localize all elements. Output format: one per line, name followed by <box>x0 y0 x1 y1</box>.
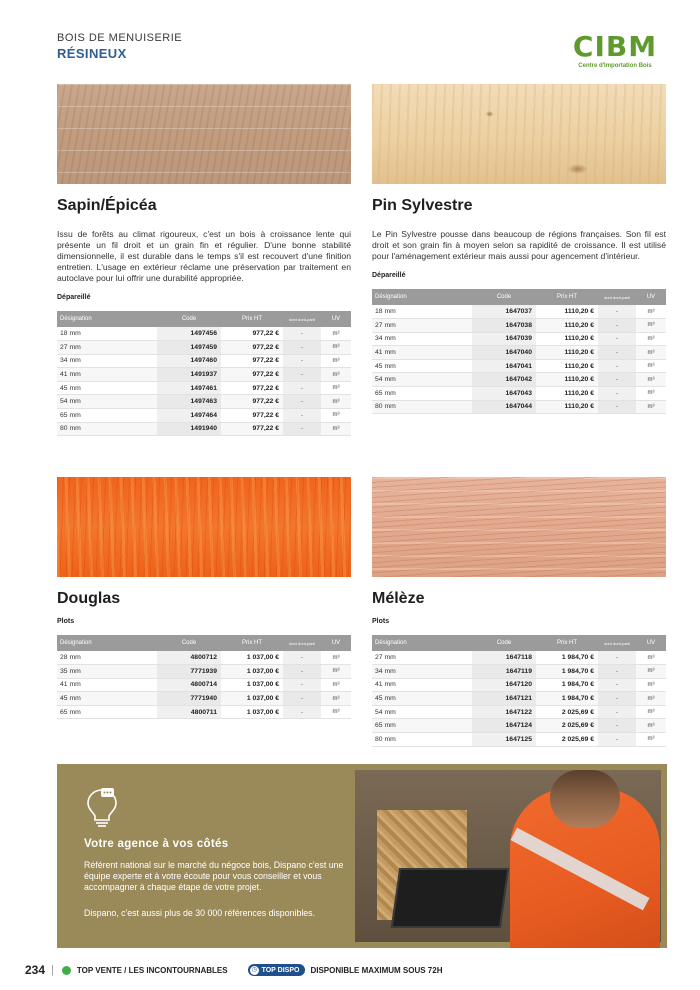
row-code: 1647042 <box>472 373 536 387</box>
row-dispo: - <box>598 678 636 692</box>
col-prix: Prix HT <box>536 635 598 651</box>
row-price: 1110,20 € <box>536 373 598 387</box>
row-dispo: - <box>283 422 321 436</box>
row-code: 7771940 <box>157 692 221 706</box>
douglas-wood-photo <box>57 477 351 577</box>
table-row <box>57 381 351 395</box>
page-number: 234 <box>25 963 46 977</box>
row-unit: m³ <box>636 719 666 733</box>
row-unit: m³ <box>321 692 351 706</box>
row-code: 1647038 <box>472 319 536 333</box>
row-dispo: - <box>283 354 321 368</box>
row-price: 1 037,00 € <box>221 692 283 706</box>
logo-subtitle: Centre d'Importation Bois <box>578 63 652 69</box>
col-designation: Désignation <box>372 289 472 305</box>
row-designation: 65 mm <box>372 387 472 401</box>
row-code: 1647120 <box>472 678 536 692</box>
row-code: 1647124 <box>472 719 536 733</box>
top-dispo-text: DISPONIBLE MAXIMUM SOUS 72H <box>310 965 443 975</box>
row-price: 1 037,00 € <box>221 665 283 679</box>
row-unit: m³ <box>636 400 666 414</box>
top-vente-label: TOP VENTE / LES INCONTOURNABLES <box>76 965 228 975</box>
agency-promo-banner <box>57 764 667 948</box>
row-unit: m³ <box>321 409 351 423</box>
page-kicker: BOIS DE MENUISERIE <box>57 32 183 44</box>
row-unit: m³ <box>321 354 351 368</box>
row-unit: m³ <box>636 733 666 747</box>
row-price: 2 025,69 € <box>536 705 598 719</box>
row-dispo: - <box>283 651 321 665</box>
row-code: 1497456 <box>157 327 221 341</box>
row-dispo: - <box>283 381 321 395</box>
table-row <box>372 651 666 665</box>
col-designation: Désignation <box>57 635 157 651</box>
table-row <box>372 692 666 706</box>
col-dispo: dont dont-parti <box>598 289 636 305</box>
row-code: 1497463 <box>157 395 221 409</box>
row-price: 2 025,69 € <box>536 719 598 733</box>
col-dispo: dont dont-parti <box>283 311 321 327</box>
row-price: 977,22 € <box>221 341 283 355</box>
row-dispo: - <box>598 373 636 387</box>
laptop <box>391 868 509 928</box>
col-code: Code <box>472 289 536 305</box>
section-subhead: Plots <box>372 618 390 625</box>
row-dispo: - <box>598 719 636 733</box>
row-designation: 65 mm <box>57 409 157 423</box>
col-dispo: dont dont-parti <box>598 635 636 651</box>
row-code: 1491940 <box>157 422 221 436</box>
row-price: 2 025,69 € <box>536 733 598 747</box>
col-dispo: dont dont-parti <box>283 635 321 651</box>
row-price: 977,22 € <box>221 381 283 395</box>
section-pin <box>372 197 666 414</box>
row-price: 1 037,00 € <box>221 705 283 719</box>
row-price: 1 037,00 € <box>221 651 283 665</box>
price-table <box>57 635 351 719</box>
row-dispo: - <box>598 733 636 747</box>
row-dispo: - <box>283 341 321 355</box>
price-table <box>57 311 351 436</box>
row-price: 977,22 € <box>221 422 283 436</box>
row-unit: m³ <box>636 332 666 346</box>
row-unit: m³ <box>321 381 351 395</box>
row-code: 1647040 <box>472 346 536 360</box>
row-unit: m³ <box>321 327 351 341</box>
table-row <box>372 733 666 747</box>
row-dispo: - <box>598 692 636 706</box>
row-price: 977,22 € <box>221 327 283 341</box>
row-dispo: - <box>283 368 321 382</box>
row-dispo: - <box>283 692 321 706</box>
cibm-logo <box>570 32 660 69</box>
clock-icon: ◷ <box>251 966 257 973</box>
pin-wood-photo <box>372 84 666 184</box>
row-code: 1647037 <box>472 305 536 319</box>
row-unit: m³ <box>321 422 351 436</box>
section-title: Pin Sylvestre <box>372 197 473 214</box>
row-price: 1 984,70 € <box>536 692 598 706</box>
page-category: RÉSINEUX <box>57 46 127 61</box>
row-dispo: - <box>283 665 321 679</box>
row-code: 4800712 <box>157 651 221 665</box>
row-designation: 80 mm <box>372 400 472 414</box>
row-unit: m³ <box>636 305 666 319</box>
table-row <box>57 327 351 341</box>
row-dispo: - <box>598 332 636 346</box>
row-dispo: - <box>598 705 636 719</box>
row-designation: 27 mm <box>57 341 157 355</box>
row-price: 1 037,00 € <box>221 678 283 692</box>
promo-title: Votre agence à vos côtés <box>84 838 229 850</box>
table-row <box>57 422 351 436</box>
row-code: 4800714 <box>157 678 221 692</box>
row-designation: 80 mm <box>372 733 472 747</box>
row-dispo: - <box>598 305 636 319</box>
row-code: 1647119 <box>472 665 536 679</box>
table-row <box>57 395 351 409</box>
row-designation: 18 mm <box>372 305 472 319</box>
section-douglas <box>57 590 351 719</box>
meleze-wood-photo <box>372 477 666 577</box>
row-dispo: - <box>283 409 321 423</box>
row-designation: 34 mm <box>57 354 157 368</box>
row-designation: 41 mm <box>57 678 157 692</box>
top-vente-dot-icon <box>62 966 71 975</box>
row-dispo: - <box>283 327 321 341</box>
row-designation: 34 mm <box>372 332 472 346</box>
section-sapin <box>57 197 351 436</box>
section-subhead: Plots <box>57 618 75 625</box>
row-dispo: - <box>598 400 636 414</box>
row-designation: 41 mm <box>372 678 472 692</box>
col-prix: Prix HT <box>221 311 283 327</box>
col-code: Code <box>157 311 221 327</box>
row-dispo: - <box>283 705 321 719</box>
row-price: 1 984,70 € <box>536 678 598 692</box>
footer-separator: | <box>51 964 54 976</box>
table-row <box>372 705 666 719</box>
sapin-wood-photo <box>57 84 351 184</box>
section-meleze <box>372 590 666 747</box>
row-dispo: - <box>598 651 636 665</box>
row-designation: 45 mm <box>372 692 472 706</box>
row-unit: m³ <box>636 359 666 373</box>
table-row <box>57 651 351 665</box>
row-code: 1491937 <box>157 368 221 382</box>
section-subhead: Dépareillé <box>372 272 406 279</box>
col-uv: UV <box>321 311 351 327</box>
table-row <box>57 665 351 679</box>
row-dispo: - <box>598 387 636 401</box>
worker-photo <box>355 770 661 942</box>
table-row <box>372 359 666 373</box>
table-row <box>372 305 666 319</box>
row-dispo: - <box>598 665 636 679</box>
row-code: 1497464 <box>157 409 221 423</box>
promo-paragraph-1: Référent national sur le marché du négoce bois, Dispano c'est une équipe experte et à votre écoute pour vous conseiller et vous accompagner à chaque étape de votre projet. <box>84 860 344 892</box>
row-dispo: - <box>598 359 636 373</box>
row-designation: 45 mm <box>372 359 472 373</box>
row-unit: m³ <box>636 665 666 679</box>
row-unit: m³ <box>321 651 351 665</box>
top-dispo-badge <box>248 964 306 976</box>
row-price: 977,22 € <box>221 409 283 423</box>
row-unit: m³ <box>636 692 666 706</box>
row-designation: 45 mm <box>57 692 157 706</box>
row-designation: 54 mm <box>57 395 157 409</box>
col-code: Code <box>472 635 536 651</box>
row-designation: 45 mm <box>57 381 157 395</box>
row-code: 1647039 <box>472 332 536 346</box>
row-designation: 27 mm <box>372 651 472 665</box>
row-designation: 27 mm <box>372 319 472 333</box>
col-designation: Désignation <box>372 635 472 651</box>
page-footer <box>25 962 442 978</box>
row-unit: m³ <box>321 395 351 409</box>
row-dispo: - <box>598 319 636 333</box>
row-unit: m³ <box>636 678 666 692</box>
row-unit: m³ <box>636 346 666 360</box>
row-dispo: - <box>598 346 636 360</box>
row-unit: m³ <box>321 705 351 719</box>
table-row <box>372 719 666 733</box>
price-table <box>372 289 666 414</box>
row-code: 1497459 <box>157 341 221 355</box>
row-designation: 54 mm <box>372 373 472 387</box>
row-price: 1110,20 € <box>536 319 598 333</box>
row-unit: m³ <box>321 665 351 679</box>
row-price: 1110,20 € <box>536 332 598 346</box>
row-price: 977,22 € <box>221 354 283 368</box>
row-code: 1497460 <box>157 354 221 368</box>
row-designation: 41 mm <box>372 346 472 360</box>
row-code: 1647118 <box>472 651 536 665</box>
row-price: 1110,20 € <box>536 346 598 360</box>
table-row <box>57 409 351 423</box>
section-title: Douglas <box>57 590 121 607</box>
row-unit: m³ <box>636 705 666 719</box>
table-row <box>57 705 351 719</box>
row-dispo: - <box>283 395 321 409</box>
row-designation: 18 mm <box>57 327 157 341</box>
row-unit: m³ <box>321 341 351 355</box>
row-price: 1110,20 € <box>536 400 598 414</box>
page-header <box>57 32 182 61</box>
row-unit: m³ <box>636 387 666 401</box>
section-description: Issu de forêts au climat rigoureux, c'est un bois à croissance lente qui présente un fil droit et un grain fin et régulier. D'une bonne stabilité dimensionnelle, il est durable dans le temps s'il est recouvert d'une finition entretien. L'usage en extérieur réclame une préservation par traitement en autoclave pour lui offrir une durabilité appropriée. <box>57 229 351 283</box>
row-designation: 28 mm <box>57 651 157 665</box>
row-designation: 65 mm <box>372 719 472 733</box>
row-designation: 34 mm <box>372 665 472 679</box>
row-price: 1 984,70 € <box>536 665 598 679</box>
section-title: Mélèze <box>372 590 425 607</box>
row-designation: 54 mm <box>372 705 472 719</box>
col-uv: UV <box>636 289 666 305</box>
row-unit: m³ <box>636 373 666 387</box>
col-prix: Prix HT <box>536 289 598 305</box>
row-price: 1110,20 € <box>536 305 598 319</box>
row-designation: 65 mm <box>57 705 157 719</box>
table-row <box>372 332 666 346</box>
row-price: 977,22 € <box>221 368 283 382</box>
row-unit: m³ <box>321 368 351 382</box>
col-prix: Prix HT <box>221 635 283 651</box>
row-code: 1647121 <box>472 692 536 706</box>
table-row <box>372 373 666 387</box>
table-row <box>57 341 351 355</box>
row-code: 1647125 <box>472 733 536 747</box>
table-row <box>372 319 666 333</box>
row-code: 1647122 <box>472 705 536 719</box>
row-price: 1 984,70 € <box>536 651 598 665</box>
row-code: 1647043 <box>472 387 536 401</box>
section-title: Sapin/Épicéa <box>57 197 157 214</box>
section-subhead: Dépareillé <box>57 294 91 301</box>
row-code: 1647041 <box>472 359 536 373</box>
section-description: Le Pin Sylvestre pousse dans beaucoup de régions françaises. Son fil est droit et son grain fin à moyen selon sa rapidité de croissance. Il est utilisé pour l'aménagement extérieur mais aussi pour agencement d'intérieur. <box>372 229 666 261</box>
row-unit: m³ <box>321 678 351 692</box>
price-table <box>372 635 666 747</box>
row-designation: 41 mm <box>57 368 157 382</box>
table-row <box>57 678 351 692</box>
row-designation: 35 mm <box>57 665 157 679</box>
table-row <box>372 665 666 679</box>
lightbulb-chat-icon <box>84 784 120 830</box>
table-row <box>372 346 666 360</box>
row-code: 7771939 <box>157 665 221 679</box>
row-unit: m³ <box>636 651 666 665</box>
promo-paragraph-2: Dispano, c'est aussi plus de 30 000 références disponibles. <box>84 908 316 918</box>
top-dispo-badge-label: TOP DISPO <box>261 966 300 974</box>
row-price: 1110,20 € <box>536 359 598 373</box>
table-row <box>372 678 666 692</box>
col-designation: Désignation <box>57 311 157 327</box>
row-code: 4800711 <box>157 705 221 719</box>
row-unit: m³ <box>636 319 666 333</box>
row-price: 977,22 € <box>221 395 283 409</box>
table-row <box>57 692 351 706</box>
worker-head <box>550 770 620 828</box>
row-code: 1647044 <box>472 400 536 414</box>
row-designation: 80 mm <box>57 422 157 436</box>
table-row <box>57 354 351 368</box>
logo-mark: CIBM <box>572 30 658 63</box>
table-row <box>57 368 351 382</box>
col-uv: UV <box>636 635 666 651</box>
col-uv: UV <box>321 635 351 651</box>
col-code: Code <box>157 635 221 651</box>
table-row <box>372 400 666 414</box>
row-price: 1110,20 € <box>536 387 598 401</box>
row-code: 1497461 <box>157 381 221 395</box>
row-dispo: - <box>283 678 321 692</box>
table-row <box>372 387 666 401</box>
